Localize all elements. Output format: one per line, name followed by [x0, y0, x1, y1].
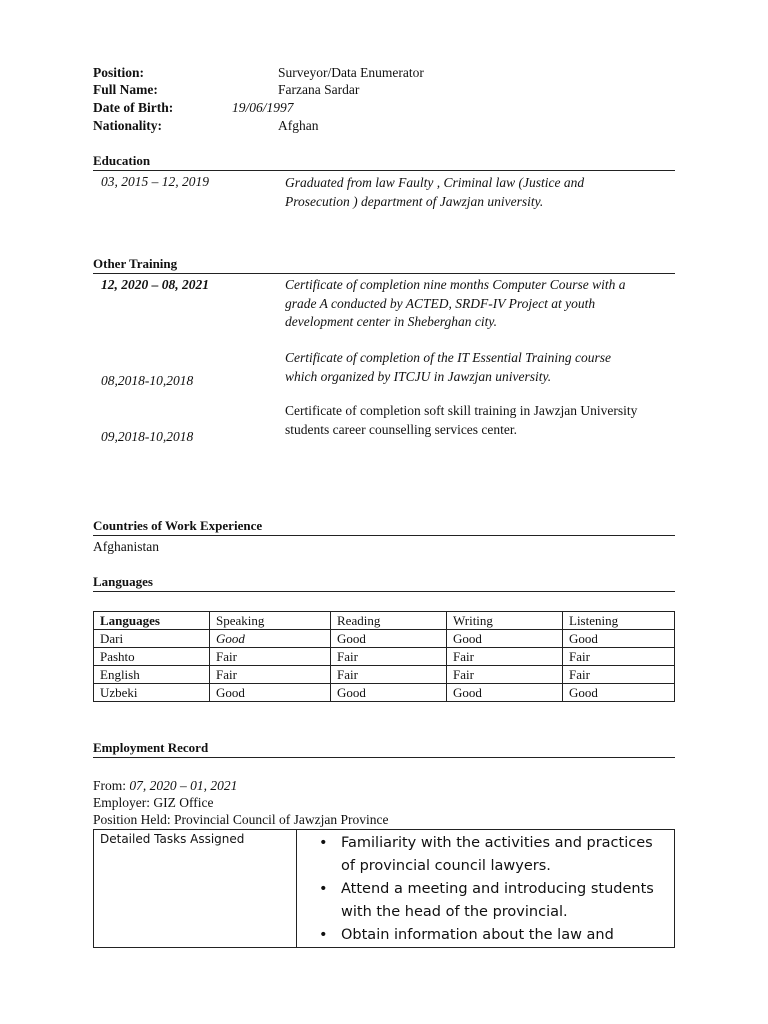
education-date: 03, 2015 – 12, 2019: [101, 174, 209, 189]
bullet-icon: •: [319, 927, 328, 943]
education-heading: Education: [93, 153, 151, 168]
table-cell: Fair: [563, 648, 675, 666]
table-cell: Good: [210, 684, 331, 702]
list-item: [319, 832, 674, 878]
list-item: [319, 924, 674, 947]
table-cell: Good: [331, 630, 447, 648]
languages-rule: [93, 591, 675, 592]
employment-position: Position Held: Provincial Council of Jawzjan Province: [93, 812, 389, 827]
table-row: [94, 684, 675, 702]
training-line: which organized by ITCJU in Jawzjan university.: [285, 368, 552, 384]
table-cell: Fair: [447, 666, 563, 684]
training-line: Certificate of completion nine months Computer Course with a: [285, 277, 626, 292]
training-description: [285, 349, 611, 386]
education-line: Graduated from law Faulty , Criminal law (Justice and: [285, 175, 585, 190]
table-cell: Good: [210, 630, 331, 648]
task-line: Attend a meeting and introducing students: [341, 881, 654, 897]
bullet-icon: •: [319, 881, 328, 897]
employment-rule: [93, 757, 675, 758]
table-cell: Uzbeki: [94, 684, 210, 702]
education-description: [285, 174, 584, 211]
table-header-cell: Languages: [94, 612, 210, 630]
table-cell: Fair: [210, 648, 331, 666]
training-line: development center in Sheberghan city.: [285, 314, 498, 329]
table-row: [94, 648, 675, 666]
position-value: Surveyor/Data Enumerator: [278, 65, 424, 80]
countries-heading: Countries of Work Experience: [93, 518, 263, 533]
training-description: [285, 402, 637, 439]
task-line: Familiarity with the activities and practices: [341, 835, 653, 851]
countries-value: Afghanistan: [93, 539, 159, 554]
training-rule: [93, 273, 675, 274]
training-description: [285, 276, 625, 332]
employment-from-value: 07, 2020 – 01, 2021: [129, 778, 238, 793]
employment-from-label: From:: [93, 778, 127, 793]
nationality-label: Nationality:: [93, 118, 162, 133]
position-label: Position:: [93, 65, 145, 80]
training-date: 08,2018-10,2018: [101, 373, 194, 388]
table-header-cell: Reading: [331, 612, 447, 630]
task-line: of provincial council lawyers.: [341, 858, 551, 874]
dob-label: Date of Birth:: [93, 100, 174, 115]
education-rule: [93, 170, 675, 171]
nationality-value: Afghan: [278, 118, 319, 133]
tasks-list: [297, 830, 674, 947]
training-line: grade A conducted by ACTED, SRDF-IV Project at youth: [285, 295, 596, 311]
tasks-cell: [297, 830, 675, 948]
table-row: [94, 666, 675, 684]
training-line: Certificate of completion of the IT Essential Training course: [285, 350, 611, 365]
task-line: Obtain information about the law and: [341, 927, 614, 943]
full-name-label: Full Name:: [93, 82, 158, 97]
table-cell: Fair: [210, 666, 331, 684]
employment-from: [93, 778, 237, 794]
education-line: Prosecution ) department of Jawzjan university.: [285, 193, 544, 209]
table-header-cell: Writing: [447, 612, 563, 630]
training-line: students career counselling services center.: [285, 421, 518, 437]
training-date: 12, 2020 – 08, 2021: [101, 277, 209, 292]
tasks-table: [93, 829, 675, 948]
training-date: 09,2018-10,2018: [101, 429, 194, 444]
full-name-value: Farzana Sardar: [278, 82, 360, 97]
tasks-label: Detailed Tasks Assigned: [94, 830, 297, 948]
table-cell: Good: [331, 684, 447, 702]
table-row: [94, 630, 675, 648]
list-item: [319, 878, 674, 924]
employment-heading: Employment Record: [93, 740, 209, 755]
table-cell: Fair: [331, 648, 447, 666]
table-cell: Good: [563, 684, 675, 702]
task-line: with the head of the provincial.: [341, 904, 568, 920]
countries-rule: [93, 535, 675, 536]
table-cell: Fair: [447, 648, 563, 666]
table-cell: Good: [447, 684, 563, 702]
table-cell: English: [94, 666, 210, 684]
table-cell: Pashto: [94, 648, 210, 666]
languages-table: [93, 611, 675, 702]
training-heading: Other Training: [93, 256, 178, 271]
bullet-icon: •: [319, 835, 328, 851]
table-header-row: [94, 612, 675, 630]
dob-value: 19/06/1997: [232, 100, 294, 115]
table-cell: Fair: [331, 666, 447, 684]
table-header-cell: Listening: [563, 612, 675, 630]
languages-heading: Languages: [93, 574, 153, 589]
table-row: [94, 830, 675, 948]
table-cell: Good: [447, 630, 563, 648]
training-line: Certificate of completion soft skill training in Jawzjan University: [285, 403, 638, 418]
table-cell: Fair: [563, 666, 675, 684]
employment-employer: Employer: GIZ Office: [93, 795, 214, 810]
table-cell: Dari: [94, 630, 210, 648]
table-cell: Good: [563, 630, 675, 648]
table-header-cell: Speaking: [210, 612, 331, 630]
